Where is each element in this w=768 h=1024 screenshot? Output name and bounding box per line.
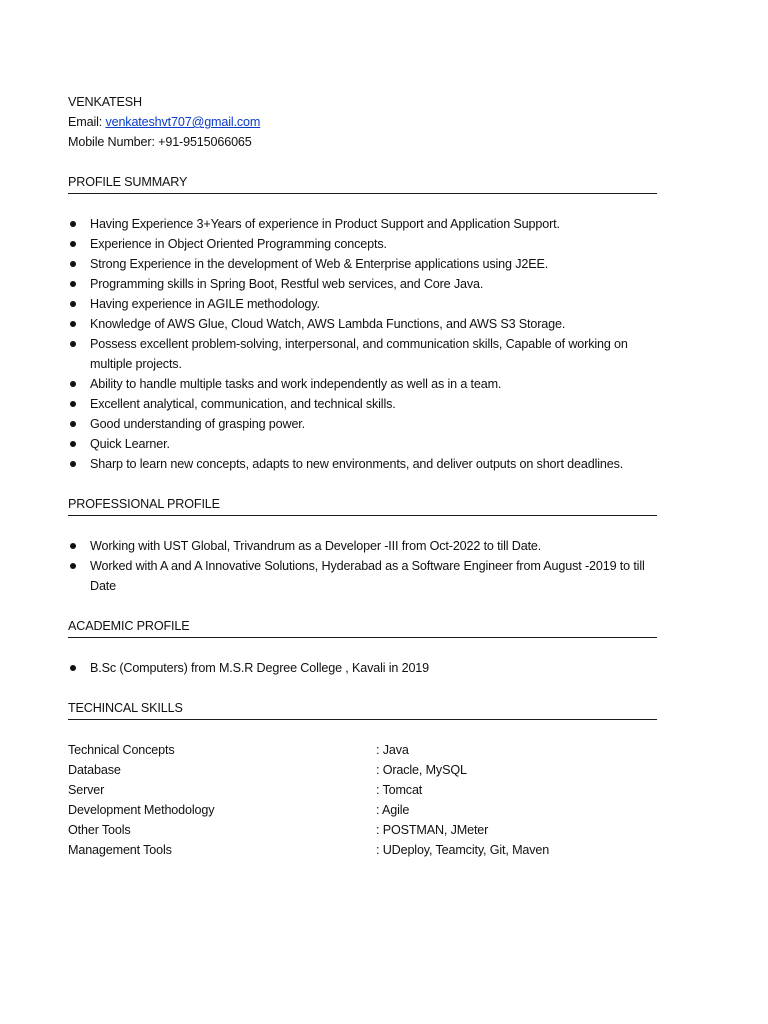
bullet-icon: [70, 563, 76, 569]
bullet-icon: [70, 401, 76, 407]
section-title: TECHINCAL SKILLS: [68, 701, 183, 715]
skills-table: [68, 740, 657, 860]
section-divider: [68, 637, 657, 638]
list-item-text: Possess excellent problem-solving, interpersonal, and communication skills, Capable of working on multiple projects.: [90, 337, 628, 371]
skill-value: : POSTMAN, JMeter: [376, 823, 489, 837]
skill-name: Management Tools: [68, 843, 172, 857]
list-item-text: Having Experience 3+Years of experience in Product Support and Application Support.: [90, 217, 560, 231]
bullet-icon: [70, 421, 76, 427]
email-label: Email:: [68, 115, 106, 129]
list-item: [68, 234, 657, 254]
technical-skills-section: [68, 698, 657, 860]
professional-profile-list: [68, 536, 657, 596]
bullet-icon: [70, 301, 76, 307]
list-item: [68, 214, 657, 234]
section-title: PROFESSIONAL PROFILE: [68, 497, 220, 511]
table-row: [68, 760, 657, 780]
list-item-text: Sharp to learn new concepts, adapts to new environments, and deliver outputs on short deadlines.: [90, 457, 624, 471]
table-row: [68, 780, 657, 800]
resume-page: [68, 92, 657, 860]
list-item-text: Good understanding of grasping power.: [90, 417, 305, 431]
skill-name: Development Methodology: [68, 803, 215, 817]
profile-summary-list: [68, 214, 657, 474]
table-row: [68, 800, 657, 820]
bullet-icon: [70, 341, 76, 347]
list-item: [68, 294, 657, 314]
list-item: [68, 556, 657, 596]
list-item: [68, 454, 657, 474]
list-item: [68, 274, 657, 294]
skill-value: : Java: [376, 743, 409, 757]
list-item-text: Worked with A and A Innovative Solutions, Hyderabad as a Software Engineer from August -2019 to till Date: [90, 559, 645, 593]
list-item: [68, 254, 657, 274]
section-divider: [68, 193, 657, 194]
section-title: PROFILE SUMMARY: [68, 175, 188, 189]
table-row: [68, 840, 657, 860]
list-item: [68, 434, 657, 454]
professional-profile-section: [68, 494, 657, 596]
skill-name: Server: [68, 783, 105, 797]
skill-name: Other Tools: [68, 823, 131, 837]
bullet-icon: [70, 261, 76, 267]
bullet-icon: [70, 281, 76, 287]
bullet-icon: [70, 241, 76, 247]
list-item-text: Programming skills in Spring Boot, Restful web services, and Core Java.: [90, 277, 484, 291]
list-item: [68, 334, 657, 374]
list-item-text: B.Sc (Computers) from M.S.R Degree College , Kavali in 2019: [90, 661, 430, 675]
list-item-text: Excellent analytical, communication, and technical skills.: [90, 397, 396, 411]
academic-profile-list: [68, 658, 657, 678]
list-item: [68, 414, 657, 434]
bullet-icon: [70, 221, 76, 227]
bullet-icon: [70, 665, 76, 671]
list-item: [68, 536, 657, 556]
profile-summary-section: [68, 172, 657, 474]
list-item-text: Strong Experience in the development of Web & Enterprise applications using J2EE.: [90, 257, 549, 271]
section-divider: [68, 515, 657, 516]
skill-value: : Tomcat: [376, 783, 423, 797]
section-title: ACADEMIC PROFILE: [68, 619, 190, 633]
list-item-text: Experience in Object Oriented Programming concepts.: [90, 237, 387, 251]
skill-value: : Agile: [376, 803, 410, 817]
table-row: [68, 740, 657, 760]
email-link[interactable]: venkateshvt707@gmail.com: [105, 115, 261, 129]
academic-profile-section: [68, 616, 657, 678]
bullet-icon: [70, 441, 76, 447]
skill-name: Database: [68, 763, 121, 777]
section-divider: [68, 719, 657, 720]
list-item: [68, 658, 657, 678]
skill-value: : Oracle, MySQL: [376, 763, 467, 777]
email-line: [68, 112, 657, 132]
skill-value: : UDeploy, Teamcity, Git, Maven: [376, 843, 550, 857]
list-item-text: Working with UST Global, Trivandrum as a Developer -III from Oct-2022 to till Date.: [90, 539, 542, 553]
list-item: [68, 374, 657, 394]
list-item-text: Knowledge of AWS Glue, Cloud Watch, AWS Lambda Functions, and AWS S3 Storage.: [90, 317, 566, 331]
list-item: [68, 394, 657, 414]
bullet-icon: [70, 321, 76, 327]
table-row: [68, 820, 657, 840]
list-item: [68, 314, 657, 334]
bullet-icon: [70, 543, 76, 549]
bullet-icon: [70, 381, 76, 387]
list-item-text: Quick Learner.: [90, 437, 170, 451]
bullet-icon: [70, 461, 76, 467]
mobile-line: Mobile Number: +91-9515066065: [68, 135, 252, 149]
candidate-name: VENKATESH: [68, 95, 142, 109]
list-item-text: Having experience in AGILE methodology.: [90, 297, 320, 311]
list-item-text: Ability to handle multiple tasks and work independently as well as in a team.: [90, 377, 502, 391]
skill-name: Technical Concepts: [68, 743, 175, 757]
